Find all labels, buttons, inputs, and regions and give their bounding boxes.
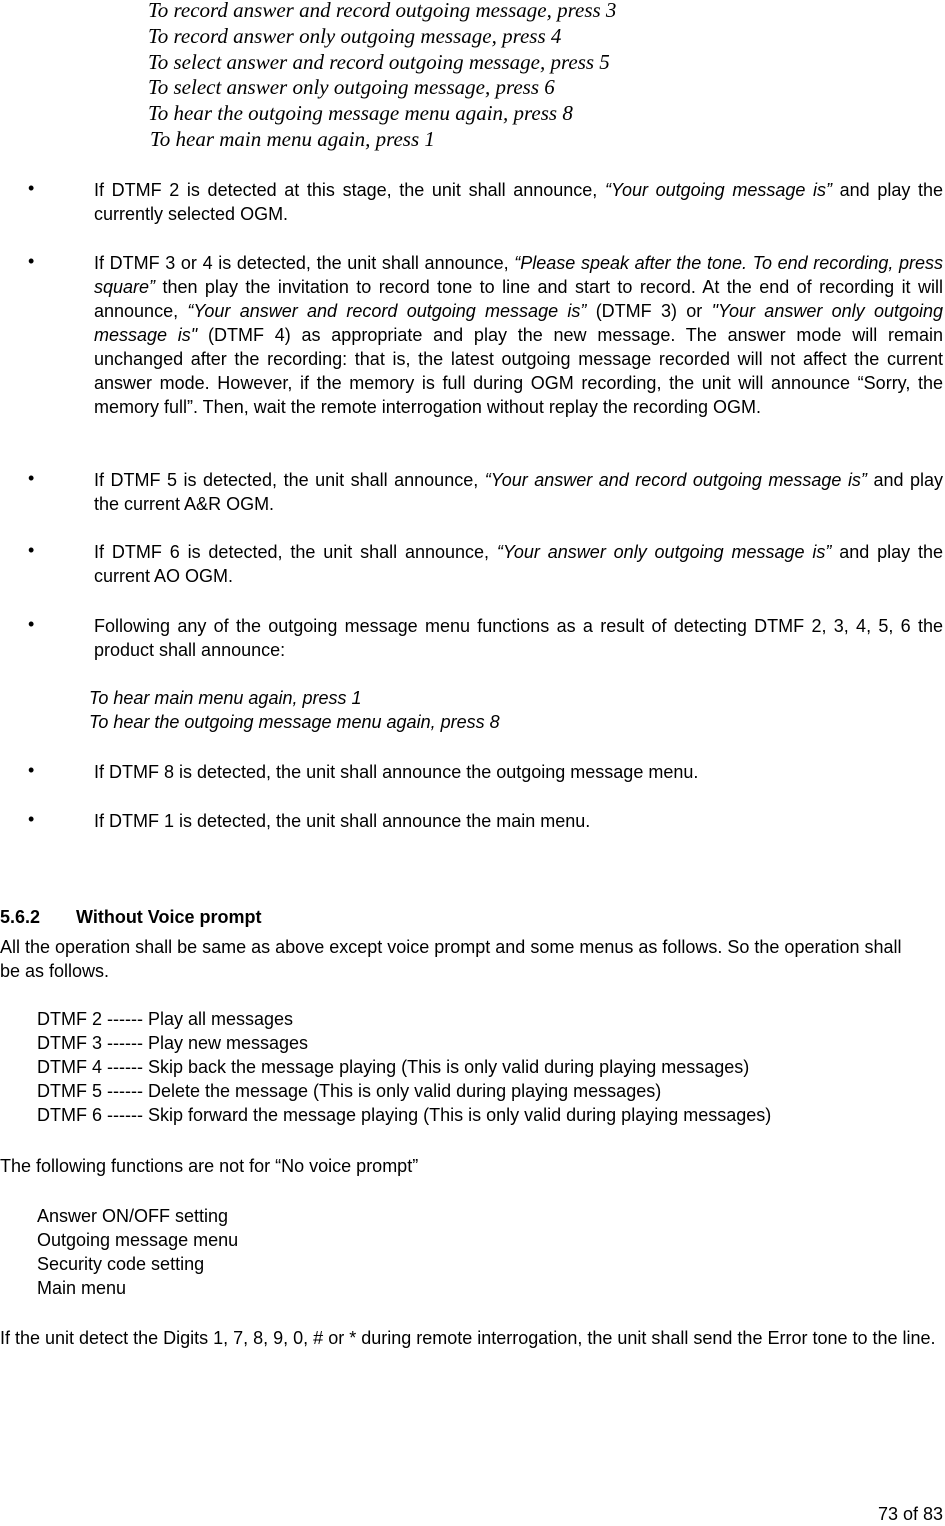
bullet-marker: • [28, 468, 35, 488]
bullet-item [28, 760, 943, 784]
announce-line: To hear main menu again, press 1 [89, 688, 362, 708]
dtmf-list-item: DTMF 6 ------ Skip forward the message playing (This is only valid during playing messages) [37, 1105, 772, 1125]
function-item: Security code setting [37, 1254, 205, 1274]
section-intro: All the operation shall be same as above except voice prompt and some menus as follows. So the operation shall be as follows. [0, 937, 902, 981]
bullet-text: Following any of the outgoing message menu functions as a result of detecting DTMF 2, 3, 4, 5, 6 the product shall announce: [94, 616, 943, 660]
bullet-marker: • [28, 178, 35, 198]
dtmf-list-item: DTMF 2 ------ Play all messages [37, 1009, 294, 1029]
bullet-text: If DTMF 8 is detected, the unit shall announce the outgoing message menu. [94, 762, 699, 782]
bullet-item [28, 251, 943, 419]
bullet-text [94, 178, 943, 226]
announcement-quote: "Your answer only outgoing message is" [94, 301, 944, 345]
function-item: Outgoing message menu [37, 1230, 239, 1250]
section-number: 5.6.2 [0, 907, 41, 927]
text-run: If DTMF 6 is detected, the unit shall announce, [94, 542, 497, 562]
announce-line: To hear the outgoing message menu again, press 8 [89, 712, 500, 732]
error-note: If the unit detect the Digits 1, 7, 8, 9, 0, # or * during remote interrogation, the unit shall send the Error tone to the line. [0, 1328, 936, 1348]
ogm-menu-line: To record answer and record outgoing message, press 3 [148, 0, 617, 22]
ogm-menu-line: To hear main menu again, press 1 [150, 127, 435, 151]
bullet-item [28, 468, 943, 516]
text-run: then play the invitation to record tone to line and start to record. At the end of recording it will announce, [94, 277, 943, 321]
bullet-marker: • [28, 614, 35, 634]
text-run: (DTMF 4) as appropriate and play the new message. The answer mode will remain unchanged after the recording: that is, the latest outgoing message recorded will not affect the current answer mode. However, if the memory is full during OGM recording, the unit will announce “Sorry, the memory full”. Then, wait the remote interrogation without replay the recording OGM. [94, 325, 943, 417]
ogm-menu-line: To hear the outgoing message menu again, press 8 [148, 101, 573, 125]
bullet-marker: • [28, 809, 35, 829]
text-run: and play the currently selected OGM. [94, 180, 943, 224]
page-number: 73 of 83 [877, 1504, 943, 1524]
bullet-marker: • [28, 760, 35, 780]
dtmf-list-item: DTMF 4 ------ Skip back the message playing (This is only valid during playing messages) [37, 1057, 750, 1077]
bullet-text: If DTMF 1 is detected, the unit shall announce the main menu. [94, 811, 591, 831]
bullet-item [28, 614, 943, 662]
section-title: Without Voice prompt [76, 907, 262, 927]
bullet-marker: • [28, 251, 35, 271]
text-run: If DTMF 3 or 4 is detected, the unit shall announce, [94, 253, 515, 273]
text-run: and play the current AO OGM. [94, 542, 944, 586]
bullet-item [28, 809, 943, 833]
bullet-text [94, 251, 943, 419]
ogm-menu-line: To select answer and record outgoing message, press 5 [148, 50, 610, 74]
text-run: (DTMF 3) or [586, 301, 712, 321]
function-item: Main menu [37, 1278, 127, 1298]
text-run: If DTMF 5 is detected, the unit shall announce, [94, 470, 485, 490]
function-item: Answer ON/OFF setting [37, 1206, 229, 1226]
announcement-quote: “Your answer and record outgoing message is” [484, 470, 867, 490]
not-for-note: The following functions are not for “No voice prompt” [0, 1156, 419, 1176]
ogm-menu-line: To record answer only outgoing message, press 4 [148, 24, 562, 48]
ogm-menu-line: To select answer only outgoing message, press 6 [148, 75, 555, 99]
dtmf-list-item: DTMF 3 ------ Play new messages [37, 1033, 309, 1053]
dtmf-list-item: DTMF 5 ------ Delete the message (This is only valid during playing messages) [37, 1081, 662, 1101]
text-run: and play the current A&R OGM. [94, 470, 943, 514]
bullet-item [28, 540, 943, 588]
announcement-quote: “Your outgoing message is” [604, 180, 832, 200]
announcement-quote: “Please speak after the tone. To end recording, press square” [94, 253, 944, 297]
bullet-marker: • [28, 540, 35, 560]
announcement-quote: “Your answer and record outgoing message is” [187, 301, 587, 321]
bullet-text [94, 468, 943, 516]
text-run: If DTMF 2 is detected at this stage, the unit shall announce, [94, 180, 605, 200]
announcement-quote: “Your answer only outgoing message is” [496, 542, 832, 562]
bullet-text [94, 540, 943, 588]
bullet-item [28, 178, 943, 226]
